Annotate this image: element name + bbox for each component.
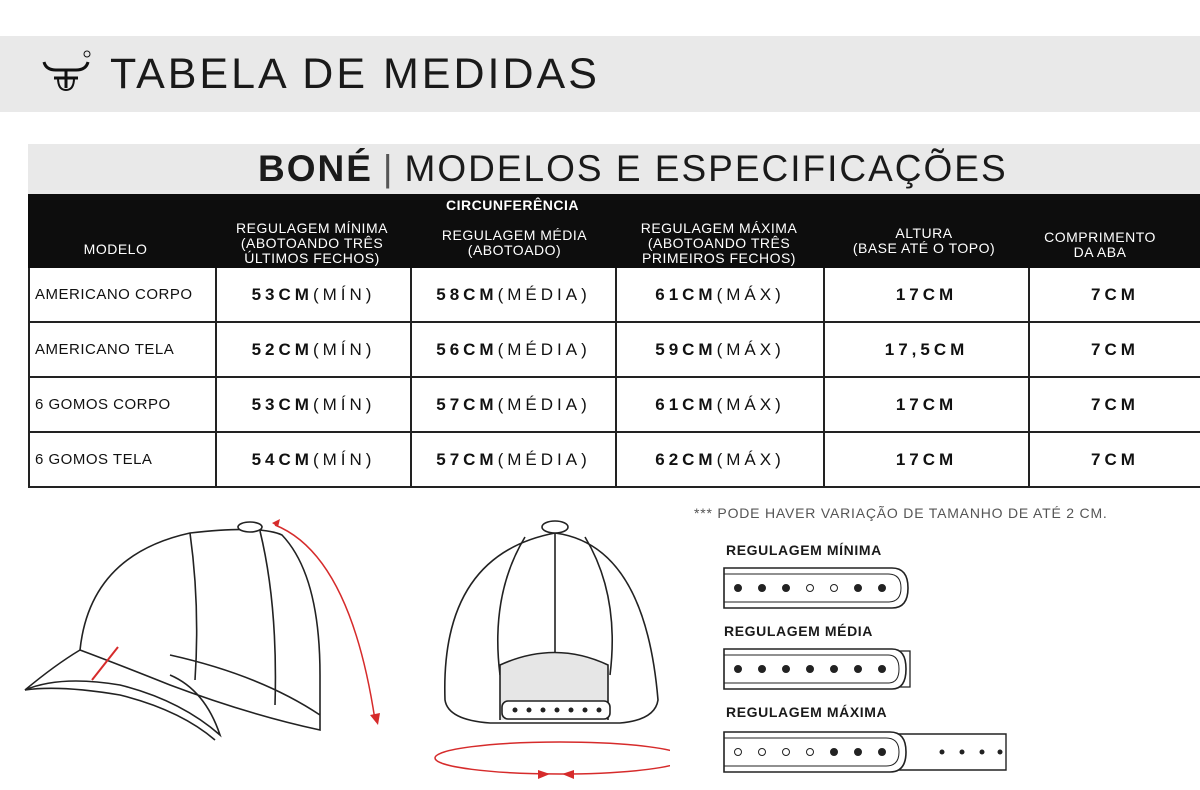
min-cell: 52CM(MÍN): [216, 322, 411, 377]
min-header: REGULAGEM MÍNIMA (ABOTOANDO TRÊS ÚLTIMOS FECHOS): [236, 220, 388, 266]
strap-max-label: REGULAGEM MÁXIMA: [726, 704, 888, 720]
min-cell: 54CM(MÍN): [216, 432, 411, 487]
brim-cell: 7CM: [1029, 322, 1200, 377]
mid-header: REGULAGEM MÉDIA (ABOTOADO): [441, 227, 588, 258]
strap-max-drawing: [722, 730, 1012, 776]
section-separator: |: [382, 148, 395, 189]
height-cell: 17,5CM: [824, 322, 1029, 377]
strap-mid-drawing: [722, 647, 922, 693]
mid-cell: 56CM(MÉDIA): [411, 322, 616, 377]
cap-side-view-drawing: [20, 515, 400, 785]
height-cell: 17CM: [824, 432, 1029, 487]
min-cell: 53CM(MÍN): [216, 377, 411, 432]
bull-horns-logo-icon: [40, 48, 92, 100]
model-cell: 6 GOMOS TELA: [29, 432, 216, 487]
brim-cell: 7CM: [1029, 377, 1200, 432]
max-cell: 62CM(MÁX): [616, 432, 824, 487]
mid-cell: 57CM(MÉDIA): [411, 432, 616, 487]
height-cell: 17CM: [824, 377, 1029, 432]
page-title: TABELA DE MEDIDAS: [110, 50, 600, 98]
table-row: [29, 377, 1200, 432]
model-cell: AMERICANO CORPO: [29, 267, 216, 322]
section-title-rest: MODELOS E ESPECIFICAÇÕES: [404, 148, 1008, 189]
brim-cell: 7CM: [1029, 267, 1200, 322]
table-row: [29, 432, 1200, 487]
cap-back-view-drawing: [420, 515, 670, 790]
section-title-bold: BONÉ: [258, 148, 373, 189]
circumference-header: CIRCUNFERÊNCIA: [446, 197, 579, 213]
strap-min-label: REGULAGEM MÍNIMA: [726, 542, 882, 558]
model-cell: AMERICANO TELA: [29, 322, 216, 377]
strap-min-drawing: [722, 566, 922, 612]
max-cell: 61CM(MÁX): [616, 267, 824, 322]
model-header: MODELO: [83, 241, 148, 257]
max-cell: 59CM(MÁX): [616, 322, 824, 377]
max-header: REGULAGEM MÁXIMA (ABOTOANDO TRÊS PRIMEIROS FECHOS): [640, 220, 798, 266]
size-variation-note: *** PODE HAVER VARIAÇÃO DE TAMANHO DE ATÉ 2 CM.: [694, 505, 1108, 521]
max-cell: 61CM(MÁX): [616, 377, 824, 432]
mid-cell: 58CM(MÉDIA): [411, 267, 616, 322]
model-cell: 6 GOMOS CORPO: [29, 377, 216, 432]
brim-cell: 7CM: [1029, 432, 1200, 487]
table-row: [29, 322, 1200, 377]
min-cell: 53CM(MÍN): [216, 267, 411, 322]
section-title: [258, 148, 1008, 190]
height-header: ALTURA (BASE ATÉ O TOPO): [852, 225, 996, 256]
height-cell: 17CM: [824, 267, 1029, 322]
mid-cell: 57CM(MÉDIA): [411, 377, 616, 432]
strap-mid-label: REGULAGEM MÉDIA: [724, 623, 873, 639]
brim-header: COMPRIMENTO DA ABA: [1044, 229, 1156, 260]
table-row: [29, 267, 1200, 322]
